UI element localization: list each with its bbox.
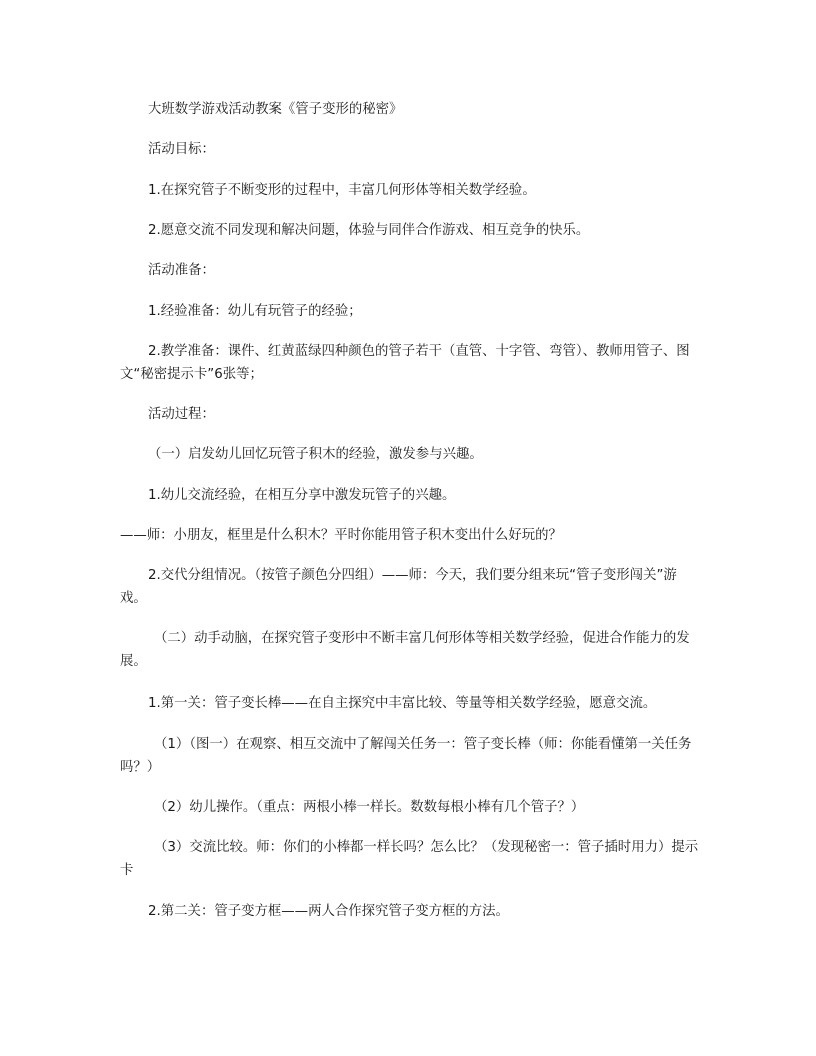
document-title: 大班数学游戏活动教案《管子变形的秘密》 xyxy=(148,102,403,117)
paragraph-step-1: （一）启发幼儿回忆玩管子积木的经验，激发参与兴趣。 xyxy=(148,447,483,462)
paragraph-goal-2: 2.愿意交流不同发现和解决问题，体验与同伴合作游戏、相互竞争的快乐。 xyxy=(148,223,590,238)
paragraph-prep-1: 1.经验准备：幼儿有玩管子的经验； xyxy=(148,304,362,319)
section-heading-goals: 活动目标： xyxy=(148,142,215,157)
paragraph-step-1-2: 2.交代分组情况。（按管子颜色分四组）——师：今天，我们要分组来玩“管子变形闯关”游戏。 xyxy=(120,568,677,606)
paragraph-level-1-a: （1）（图一）在观察、相互交流中了解闯关任务一：管子变长棒（师：你能看懂第一关任务吗？） xyxy=(120,737,692,775)
paragraph-goal-1: 1.在探究管子不断变形的过程中，丰富几何形体等相关数学经验。 xyxy=(148,183,536,198)
paragraph-teacher-question: ——师：小朋友，框里是什么积木？平时你能用管子积木变出什么好玩的？ xyxy=(120,528,562,543)
paragraph-level-1-c: （3）交流比较。师：你们的小棒都一样长吗？怎么比？（发现秘密一：管子插时用力）提示卡 xyxy=(120,840,699,878)
paragraph-prep-2: 2.教学准备：课件、红黄蓝绿四种颜色的管子若干（直管、十字管、弯管）、教师用管子、图文“秘密提示卡”6张等； xyxy=(120,344,690,382)
paragraph-level-1-b: （2）幼儿操作。（重点：两根小棒一样长。数数每根小棒有几个管子？） xyxy=(154,800,585,815)
section-heading-preparation: 活动准备： xyxy=(148,263,215,278)
paragraph-level-1: 1.第一关：管子变长棒——在自主探究中丰富比较、等量等相关数学经验，愿意交流。 xyxy=(148,696,657,711)
section-heading-process: 活动过程： xyxy=(148,407,215,422)
paragraph-level-2: 2.第二关：管子变方框——两人合作探究管子变方框的方法。 xyxy=(148,904,509,919)
paragraph-step-1-1: 1.幼儿交流经验，在相互分享中激发玩管子的兴趣。 xyxy=(148,488,456,503)
paragraph-step-2: （二）动手动脑，在探究管子变形中不断丰富几何形体等相关数学经验，促进合作能力的发展。 xyxy=(120,631,690,669)
